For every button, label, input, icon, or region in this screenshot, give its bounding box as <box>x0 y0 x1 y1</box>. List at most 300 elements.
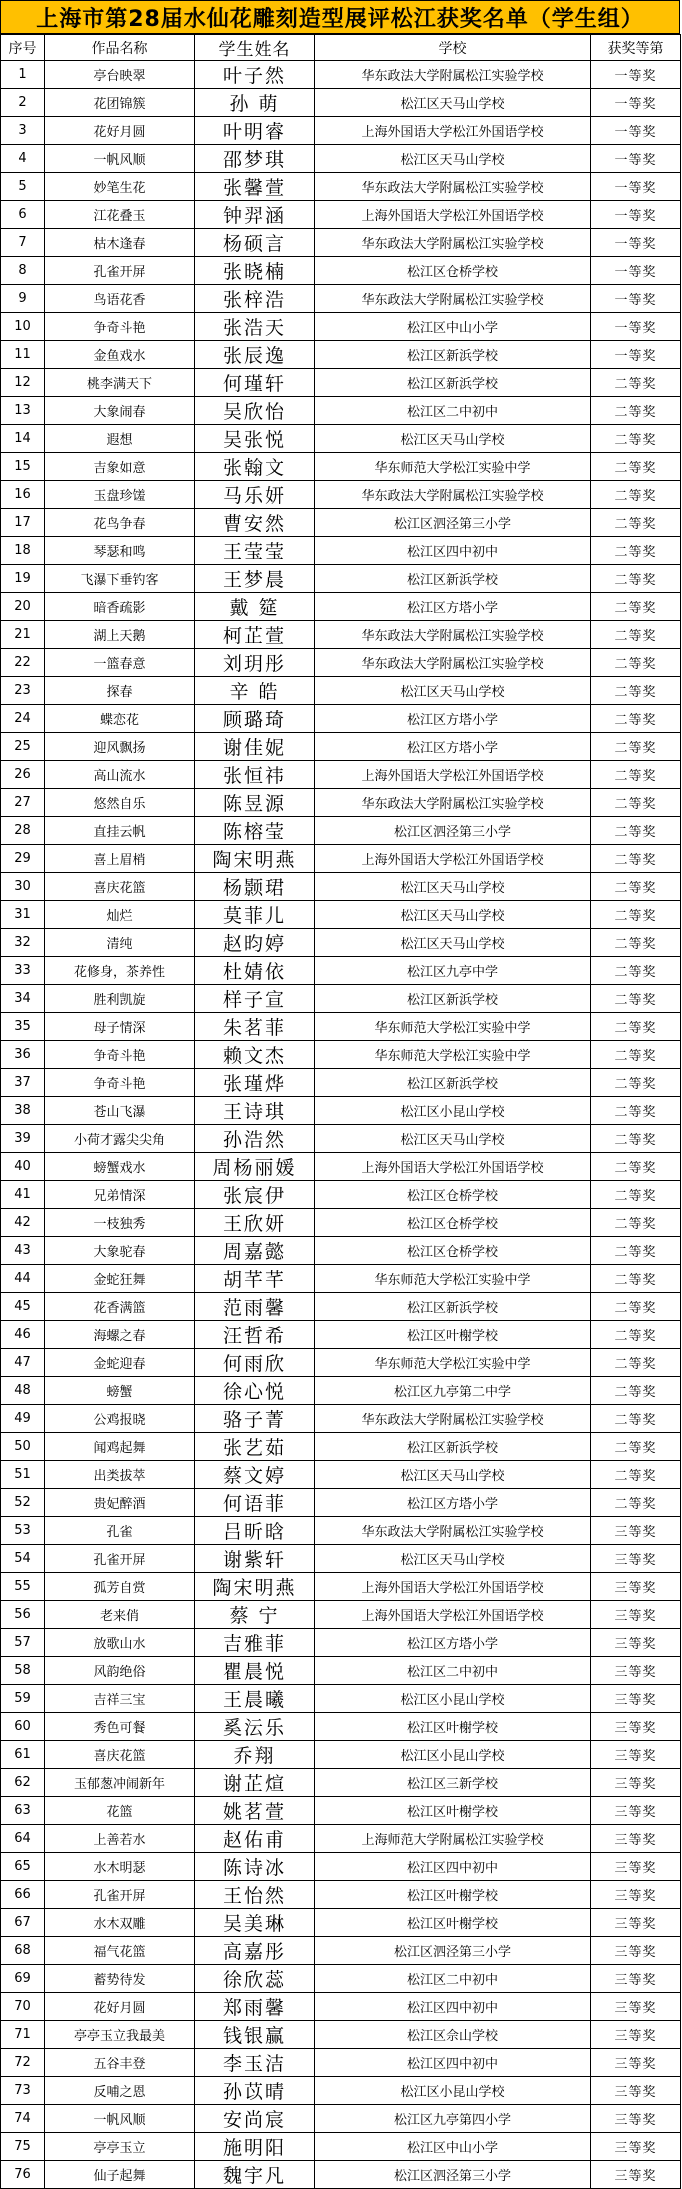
table-row <box>1 369 681 397</box>
cell-index: 68 <box>1 1937 45 1965</box>
cell-index: 20 <box>1 593 45 621</box>
table-row <box>1 2077 681 2105</box>
table-row <box>1 1881 681 1909</box>
table-row <box>1 2049 681 2077</box>
table-row <box>1 1517 681 1545</box>
table-row <box>1 1825 681 1853</box>
table-row <box>1 1769 681 1797</box>
cell-student-name: 张恒祎 <box>195 761 315 789</box>
cell-index: 55 <box>1 1573 45 1601</box>
cell-award-level: 二等奖 <box>591 733 681 761</box>
cell-student-name: 吴欣怡 <box>195 397 315 425</box>
cell-work-title: 亭台映翠 <box>45 61 195 89</box>
table-row <box>1 453 681 481</box>
cell-award-level: 二等奖 <box>591 1041 681 1069</box>
cell-work-title: 大象闹春 <box>45 397 195 425</box>
cell-school: 松江区二中初中 <box>315 1965 591 1993</box>
cell-school: 松江区四中初中 <box>315 2049 591 2077</box>
cell-index: 46 <box>1 1321 45 1349</box>
table-row <box>1 985 681 1013</box>
cell-award-level: 三等奖 <box>591 1629 681 1657</box>
cell-student-name: 钱银赢 <box>195 2021 315 2049</box>
cell-index: 61 <box>1 1741 45 1769</box>
cell-index: 33 <box>1 957 45 985</box>
cell-award-level: 二等奖 <box>591 677 681 705</box>
cell-student-name: 乔翔 <box>195 1741 315 1769</box>
cell-index: 1 <box>1 61 45 89</box>
cell-student-name: 谢佳妮 <box>195 733 315 761</box>
cell-work-title: 出类拔萃 <box>45 1461 195 1489</box>
cell-school: 松江区四中初中 <box>315 1993 591 2021</box>
cell-school: 华东政法大学附属松江实验学校 <box>315 285 591 313</box>
cell-school: 松江区小昆山学校 <box>315 1741 591 1769</box>
cell-index: 17 <box>1 509 45 537</box>
cell-index: 15 <box>1 453 45 481</box>
cell-award-level: 三等奖 <box>591 1713 681 1741</box>
cell-student-name: 何语菲 <box>195 1489 315 1517</box>
cell-student-name: 张艺茹 <box>195 1433 315 1461</box>
cell-school: 松江区天马山学校 <box>315 929 591 957</box>
cell-student-name: 姚茗萱 <box>195 1797 315 1825</box>
cell-school: 松江区天马山学校 <box>315 1545 591 1573</box>
cell-student-name: 郑雨馨 <box>195 1993 315 2021</box>
cell-student-name: 张浩天 <box>195 313 315 341</box>
cell-work-title: 金鱼戏水 <box>45 341 195 369</box>
cell-index: 65 <box>1 1853 45 1881</box>
cell-award-level: 三等奖 <box>591 1853 681 1881</box>
cell-school: 华东师范大学松江实验中学 <box>315 1349 591 1377</box>
cell-student-name: 张翰文 <box>195 453 315 481</box>
table-row <box>1 733 681 761</box>
cell-index: 56 <box>1 1601 45 1629</box>
cell-index: 60 <box>1 1713 45 1741</box>
cell-index: 16 <box>1 481 45 509</box>
cell-award-level: 三等奖 <box>591 1797 681 1825</box>
table-row <box>1 1797 681 1825</box>
cell-work-title: 飞瀑下垂钓客 <box>45 565 195 593</box>
cell-work-title: 金蛇狂舞 <box>45 1265 195 1293</box>
cell-award-level: 二等奖 <box>591 1489 681 1517</box>
cell-award-level: 二等奖 <box>591 1237 681 1265</box>
cell-student-name: 王晨曦 <box>195 1685 315 1713</box>
cell-index: 22 <box>1 649 45 677</box>
cell-student-name: 谢紫轩 <box>195 1545 315 1573</box>
cell-index: 42 <box>1 1209 45 1237</box>
cell-student-name: 陈榕莹 <box>195 817 315 845</box>
cell-student-name: 戴 筵 <box>195 593 315 621</box>
cell-index: 63 <box>1 1797 45 1825</box>
cell-school: 华东政法大学附属松江实验学校 <box>315 229 591 257</box>
cell-student-name: 骆子菁 <box>195 1405 315 1433</box>
cell-index: 69 <box>1 1965 45 1993</box>
cell-work-title: 孔雀开屏 <box>45 257 195 285</box>
cell-award-level: 三等奖 <box>591 2161 681 2189</box>
cell-school: 华东政法大学附属松江实验学校 <box>315 1405 591 1433</box>
cell-award-level: 三等奖 <box>591 1545 681 1573</box>
cell-award-level: 一等奖 <box>591 61 681 89</box>
cell-index: 30 <box>1 873 45 901</box>
cell-school: 华东政法大学附属松江实验学校 <box>315 789 591 817</box>
cell-school: 松江区新浜学校 <box>315 1293 591 1321</box>
cell-school: 松江区九亭第四小学 <box>315 2105 591 2133</box>
cell-work-title: 仙子起舞 <box>45 2161 195 2189</box>
cell-index: 2 <box>1 89 45 117</box>
cell-school: 松江区新浜学校 <box>315 369 591 397</box>
table-row <box>1 229 681 257</box>
table-row <box>1 1629 681 1657</box>
cell-index: 7 <box>1 229 45 257</box>
cell-student-name: 孙浩然 <box>195 1125 315 1153</box>
cell-award-level: 二等奖 <box>591 985 681 1013</box>
cell-work-title: 迎风飘扬 <box>45 733 195 761</box>
cell-work-title: 大象驼春 <box>45 1237 195 1265</box>
header-index: 序号 <box>1 35 45 61</box>
cell-index: 70 <box>1 1993 45 2021</box>
cell-student-name: 杜婧依 <box>195 957 315 985</box>
cell-school: 华东师范大学松江实验中学 <box>315 1041 591 1069</box>
cell-award-level: 二等奖 <box>591 1181 681 1209</box>
cell-award-level: 一等奖 <box>591 257 681 285</box>
table-row <box>1 761 681 789</box>
cell-work-title: 灿烂 <box>45 901 195 929</box>
table-row <box>1 1013 681 1041</box>
cell-award-level: 二等奖 <box>591 1265 681 1293</box>
header-school: 学校 <box>315 35 591 61</box>
cell-award-level: 三等奖 <box>591 2021 681 2049</box>
table-row <box>1 145 681 173</box>
cell-work-title: 金蛇迎春 <box>45 1349 195 1377</box>
cell-work-title: 花团锦簇 <box>45 89 195 117</box>
table-row <box>1 705 681 733</box>
cell-school: 华东政法大学附属松江实验学校 <box>315 621 591 649</box>
cell-work-title: 吉象如意 <box>45 453 195 481</box>
cell-work-title: 喜上眉梢 <box>45 845 195 873</box>
cell-work-title: 苍山飞瀑 <box>45 1097 195 1125</box>
cell-award-level: 一等奖 <box>591 341 681 369</box>
cell-index: 49 <box>1 1405 45 1433</box>
table-row <box>1 649 681 677</box>
cell-school: 松江区小昆山学校 <box>315 2077 591 2105</box>
cell-work-title: 遐想 <box>45 425 195 453</box>
cell-school: 松江区中山小学 <box>315 2133 591 2161</box>
cell-student-name: 邵梦琪 <box>195 145 315 173</box>
table-row <box>1 1041 681 1069</box>
cell-student-name: 陶宋明燕 <box>195 1573 315 1601</box>
table-header-row <box>1 35 681 61</box>
cell-index: 37 <box>1 1069 45 1097</box>
cell-award-level: 三等奖 <box>591 1769 681 1797</box>
cell-work-title: 螃蟹 <box>45 1377 195 1405</box>
cell-school: 松江区天马山学校 <box>315 145 591 173</box>
cell-work-title: 孔雀开屏 <box>45 1545 195 1573</box>
cell-award-level: 二等奖 <box>591 649 681 677</box>
cell-work-title: 争奇斗艳 <box>45 1041 195 1069</box>
table-row <box>1 1265 681 1293</box>
cell-index: 45 <box>1 1293 45 1321</box>
table-row <box>1 1741 681 1769</box>
cell-index: 8 <box>1 257 45 285</box>
cell-school: 上海外国语大学松江外国语学校 <box>315 1573 591 1601</box>
cell-award-level: 二等奖 <box>591 1349 681 1377</box>
cell-student-name: 奚沄乐 <box>195 1713 315 1741</box>
cell-student-name: 赵佑甫 <box>195 1825 315 1853</box>
cell-index: 66 <box>1 1881 45 1909</box>
cell-index: 18 <box>1 537 45 565</box>
cell-award-level: 二等奖 <box>591 1209 681 1237</box>
cell-school: 上海外国语大学松江外国语学校 <box>315 845 591 873</box>
cell-index: 21 <box>1 621 45 649</box>
cell-school: 松江区叶榭学校 <box>315 1909 591 1937</box>
table-row <box>1 257 681 285</box>
cell-award-level: 三等奖 <box>591 1657 681 1685</box>
cell-index: 23 <box>1 677 45 705</box>
cell-school: 松江区叶榭学校 <box>315 1713 591 1741</box>
cell-student-name: 魏宇凡 <box>195 2161 315 2189</box>
cell-school: 上海外国语大学松江外国语学校 <box>315 117 591 145</box>
table-row <box>1 1125 681 1153</box>
cell-index: 3 <box>1 117 45 145</box>
table-row <box>1 1489 681 1517</box>
cell-index: 51 <box>1 1461 45 1489</box>
cell-school: 松江区佘山学校 <box>315 2021 591 2049</box>
cell-work-title: 一帆风顺 <box>45 145 195 173</box>
table-row <box>1 1209 681 1237</box>
cell-student-name: 谢芷煊 <box>195 1769 315 1797</box>
cell-work-title: 兄弟情深 <box>45 1181 195 1209</box>
table-row <box>1 1685 681 1713</box>
table-row <box>1 1601 681 1629</box>
cell-index: 75 <box>1 2133 45 2161</box>
cell-work-title: 一枝独秀 <box>45 1209 195 1237</box>
cell-student-name: 汪哲希 <box>195 1321 315 1349</box>
cell-award-level: 三等奖 <box>591 2049 681 2077</box>
cell-award-level: 二等奖 <box>591 957 681 985</box>
cell-index: 9 <box>1 285 45 313</box>
cell-work-title: 小荷才露尖尖角 <box>45 1125 195 1153</box>
cell-index: 71 <box>1 2021 45 2049</box>
cell-school: 松江区天马山学校 <box>315 873 591 901</box>
table-row <box>1 1461 681 1489</box>
cell-student-name: 杨硕言 <box>195 229 315 257</box>
cell-school: 上海外国语大学松江外国语学校 <box>315 1601 591 1629</box>
cell-award-level: 三等奖 <box>591 1573 681 1601</box>
cell-work-title: 福气花篮 <box>45 1937 195 1965</box>
cell-student-name: 王怡然 <box>195 1881 315 1909</box>
table-row <box>1 89 681 117</box>
table-row <box>1 1545 681 1573</box>
cell-index: 4 <box>1 145 45 173</box>
cell-award-level: 二等奖 <box>591 1097 681 1125</box>
cell-student-name: 柯芷萱 <box>195 621 315 649</box>
cell-work-title: 直挂云帆 <box>45 817 195 845</box>
cell-award-level: 三等奖 <box>591 1517 681 1545</box>
table-row <box>1 1097 681 1125</box>
table-row <box>1 2161 681 2189</box>
cell-school: 松江区泗泾第三小学 <box>315 2161 591 2189</box>
cell-award-level: 二等奖 <box>591 369 681 397</box>
cell-school: 松江区小昆山学校 <box>315 1685 591 1713</box>
cell-index: 34 <box>1 985 45 1013</box>
cell-school: 松江区天马山学校 <box>315 425 591 453</box>
cell-award-level: 二等奖 <box>591 1461 681 1489</box>
cell-school: 松江区二中初中 <box>315 397 591 425</box>
cell-award-level: 二等奖 <box>591 621 681 649</box>
cell-school: 上海外国语大学松江外国语学校 <box>315 761 591 789</box>
cell-student-name: 赵昀婷 <box>195 929 315 957</box>
table-row <box>1 1657 681 1685</box>
cell-index: 43 <box>1 1237 45 1265</box>
cell-student-name: 杨颢珺 <box>195 873 315 901</box>
cell-work-title: 花修身，茶养性 <box>45 957 195 985</box>
table-row <box>1 481 681 509</box>
cell-award-level: 二等奖 <box>591 817 681 845</box>
cell-school: 松江区方塔小学 <box>315 1489 591 1517</box>
cell-work-title: 花鸟争春 <box>45 509 195 537</box>
cell-student-name: 朱茗菲 <box>195 1013 315 1041</box>
cell-school: 松江区四中初中 <box>315 1853 591 1881</box>
cell-student-name: 顾璐琦 <box>195 705 315 733</box>
cell-award-level: 三等奖 <box>591 1965 681 1993</box>
cell-school: 松江区新浜学校 <box>315 341 591 369</box>
cell-index: 36 <box>1 1041 45 1069</box>
table-row <box>1 1405 681 1433</box>
cell-student-name: 周嘉懿 <box>195 1237 315 1265</box>
cell-school: 松江区方塔小学 <box>315 593 591 621</box>
cell-work-title: 水木双雕 <box>45 1909 195 1937</box>
cell-index: 50 <box>1 1433 45 1461</box>
cell-index: 10 <box>1 313 45 341</box>
cell-award-level: 三等奖 <box>591 2077 681 2105</box>
cell-school: 松江区叶榭学校 <box>315 1321 591 1349</box>
cell-school: 松江区天马山学校 <box>315 901 591 929</box>
table-row <box>1 1853 681 1881</box>
cell-index: 58 <box>1 1657 45 1685</box>
cell-student-name: 周杨丽媛 <box>195 1153 315 1181</box>
page-title: 上海市第28届水仙花雕刻造型展评松江获奖名单（学生组） <box>0 0 680 34</box>
table-row <box>1 1181 681 1209</box>
cell-award-level: 二等奖 <box>591 593 681 621</box>
table-row <box>1 621 681 649</box>
cell-work-title: 五谷丰登 <box>45 2049 195 2077</box>
cell-school: 松江区小昆山学校 <box>315 1097 591 1125</box>
table-row <box>1 845 681 873</box>
cell-award-level: 二等奖 <box>591 873 681 901</box>
table-row <box>1 873 681 901</box>
cell-award-level: 二等奖 <box>591 1153 681 1181</box>
cell-student-name: 王莹莹 <box>195 537 315 565</box>
cell-school: 松江区新浜学校 <box>315 985 591 1013</box>
cell-student-name: 样子宣 <box>195 985 315 1013</box>
cell-student-name: 高嘉彤 <box>195 1937 315 1965</box>
cell-index: 19 <box>1 565 45 593</box>
cell-student-name: 张馨萱 <box>195 173 315 201</box>
cell-work-title: 争奇斗艳 <box>45 1069 195 1097</box>
cell-index: 73 <box>1 2077 45 2105</box>
cell-work-title: 高山流水 <box>45 761 195 789</box>
table-row <box>1 61 681 89</box>
cell-index: 26 <box>1 761 45 789</box>
cell-award-level: 二等奖 <box>591 481 681 509</box>
cell-student-name: 瞿晨悦 <box>195 1657 315 1685</box>
cell-award-level: 一等奖 <box>591 201 681 229</box>
cell-work-title: 妙笔生花 <box>45 173 195 201</box>
table-row <box>1 1937 681 1965</box>
cell-index: 62 <box>1 1769 45 1797</box>
cell-student-name: 曹安然 <box>195 509 315 537</box>
cell-work-title: 玉盘珍馐 <box>45 481 195 509</box>
cell-student-name: 施明阳 <box>195 2133 315 2161</box>
cell-award-level: 二等奖 <box>591 929 681 957</box>
cell-school: 松江区二中初中 <box>315 1657 591 1685</box>
cell-work-title: 公鸡报晓 <box>45 1405 195 1433</box>
cell-school: 松江区方塔小学 <box>315 733 591 761</box>
cell-work-title: 琴瑟和鸣 <box>45 537 195 565</box>
cell-award-level: 三等奖 <box>591 1881 681 1909</box>
cell-student-name: 吕昕晗 <box>195 1517 315 1545</box>
cell-work-title: 吉祥三宝 <box>45 1685 195 1713</box>
table-row <box>1 1069 681 1097</box>
cell-student-name: 吉雅菲 <box>195 1629 315 1657</box>
cell-work-title: 枯木逢春 <box>45 229 195 257</box>
cell-work-title: 老来俏 <box>45 1601 195 1629</box>
award-table <box>0 34 681 2189</box>
cell-work-title: 蝶恋花 <box>45 705 195 733</box>
cell-award-level: 二等奖 <box>591 1069 681 1097</box>
cell-school: 松江区仓桥学校 <box>315 1237 591 1265</box>
cell-school: 松江区三新学校 <box>315 1769 591 1797</box>
table-row <box>1 1993 681 2021</box>
cell-school: 华东政法大学附属松江实验学校 <box>315 649 591 677</box>
cell-work-title: 风韵绝俗 <box>45 1657 195 1685</box>
cell-school: 松江区九亭第二中学 <box>315 1377 591 1405</box>
cell-student-name: 刘玥彤 <box>195 649 315 677</box>
cell-school: 松江区方塔小学 <box>315 705 591 733</box>
cell-index: 24 <box>1 705 45 733</box>
cell-student-name: 蔡 宁 <box>195 1601 315 1629</box>
cell-student-name: 王梦晨 <box>195 565 315 593</box>
cell-work-title: 鸟语花香 <box>45 285 195 313</box>
cell-award-level: 一等奖 <box>591 229 681 257</box>
cell-student-name: 王欣妍 <box>195 1209 315 1237</box>
cell-award-level: 二等奖 <box>591 1433 681 1461</box>
cell-school: 松江区天马山学校 <box>315 1461 591 1489</box>
cell-student-name: 陈昱源 <box>195 789 315 817</box>
cell-award-level: 一等奖 <box>591 89 681 117</box>
table-row <box>1 789 681 817</box>
cell-school: 松江区天马山学校 <box>315 677 591 705</box>
cell-student-name: 吴美琳 <box>195 1909 315 1937</box>
cell-award-level: 三等奖 <box>591 1909 681 1937</box>
cell-award-level: 二等奖 <box>591 901 681 929</box>
table-row <box>1 201 681 229</box>
table-row <box>1 2105 681 2133</box>
table-row <box>1 313 681 341</box>
cell-school: 松江区叶榭学校 <box>315 1797 591 1825</box>
cell-student-name: 陶宋明燕 <box>195 845 315 873</box>
cell-award-level: 一等奖 <box>591 173 681 201</box>
cell-school: 松江区仓桥学校 <box>315 1209 591 1237</box>
cell-work-title: 放歌山水 <box>45 1629 195 1657</box>
cell-index: 5 <box>1 173 45 201</box>
cell-award-level: 一等奖 <box>591 285 681 313</box>
cell-school: 华东师范大学松江实验中学 <box>315 453 591 481</box>
cell-student-name: 辛 皓 <box>195 677 315 705</box>
cell-school: 松江区九亭中学 <box>315 957 591 985</box>
table-row <box>1 341 681 369</box>
table-row <box>1 173 681 201</box>
cell-work-title: 争奇斗艳 <box>45 313 195 341</box>
cell-index: 32 <box>1 929 45 957</box>
